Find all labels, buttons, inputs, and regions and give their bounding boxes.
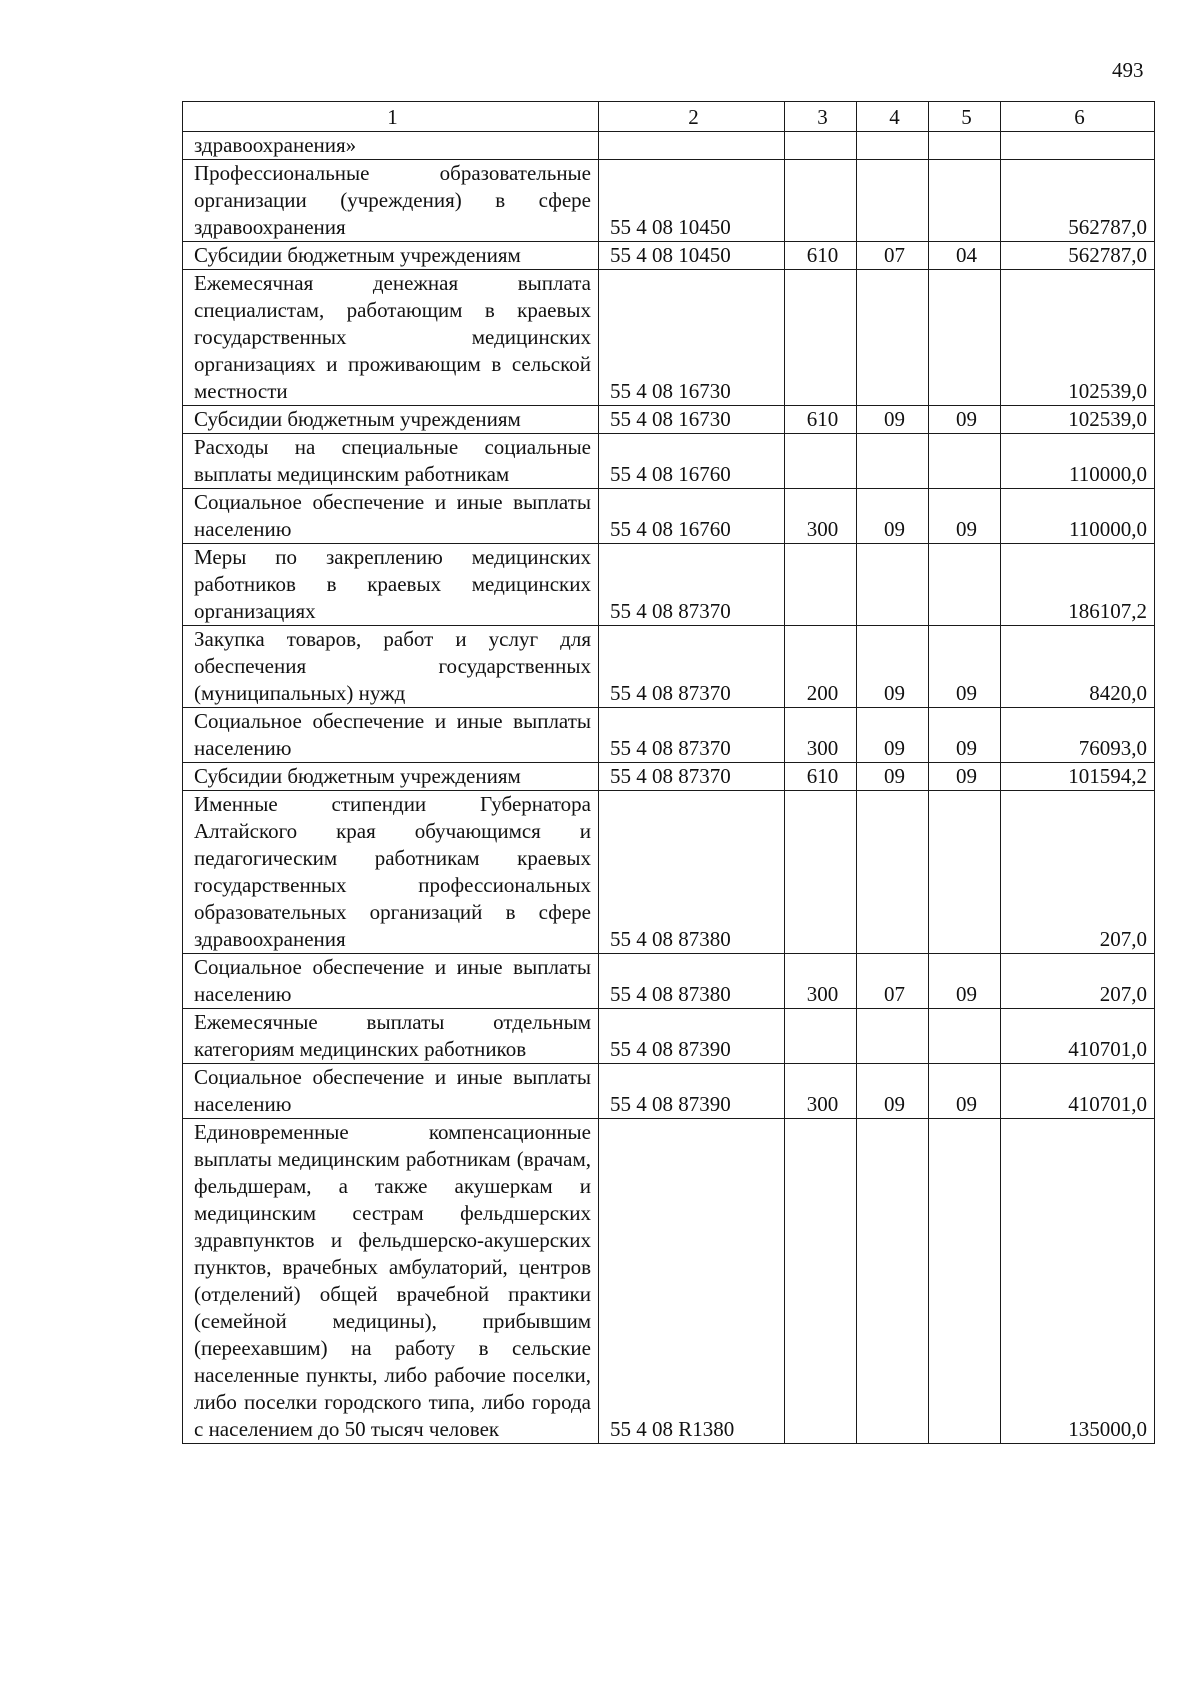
subsection-cell (929, 160, 1001, 242)
subsection-cell: 09 (929, 406, 1001, 434)
table-body (183, 132, 1155, 1444)
row-name-cell: Единовременные компенсационные выплаты медицинским работникам (врачам, фельдшерам, а также акушеркам и медицинским сестрам фельдшерских здравпунктов и фельдшерско-акушерских пунктов, врачебных амбулаторий, центров (отделений) общей врачебной практики (семейной медицины), прибывшим (переехавшим) на работу в сельские населенные пункты, либо рабочие поселки, либо поселки городского типа, либо города с населением до 50 тысяч человек (183, 1119, 599, 1444)
subsection-cell: 09 (929, 1064, 1001, 1119)
target-code-cell: 55 4 08 87370 (599, 626, 785, 708)
subsection-cell (929, 544, 1001, 626)
expense-type-cell (785, 791, 857, 954)
row-name-cell: Ежемесячные выплаты отдельным категориям медицинских работников (183, 1009, 599, 1064)
row-name-cell: Ежемесячная денежная выплата специалистам, работающим в краевых государственных медицинских организациях и проживающим в сельской местности (183, 270, 599, 406)
column-header-1: 1 (183, 102, 599, 132)
amount-cell: 110000,0 (1001, 489, 1155, 544)
section-cell: 07 (857, 242, 929, 270)
target-code-cell: 55 4 08 87380 (599, 791, 785, 954)
subsection-cell (929, 132, 1001, 160)
amount-cell: 102539,0 (1001, 406, 1155, 434)
section-cell: 09 (857, 1064, 929, 1119)
column-header-2: 2 (599, 102, 785, 132)
amount-cell: 135000,0 (1001, 1119, 1155, 1444)
amount-cell: 562787,0 (1001, 242, 1155, 270)
subsection-cell: 09 (929, 763, 1001, 791)
target-code-cell: 55 4 08 R1380 (599, 1119, 785, 1444)
table-row (183, 708, 1155, 763)
section-cell: 09 (857, 763, 929, 791)
section-cell (857, 434, 929, 489)
row-name-cell: Субсидии бюджетным учреждениям (183, 763, 599, 791)
expense-type-cell (785, 132, 857, 160)
expense-type-cell (785, 434, 857, 489)
table-row (183, 132, 1155, 160)
header-row (183, 102, 1155, 132)
section-cell (857, 791, 929, 954)
section-cell: 09 (857, 708, 929, 763)
table-header (183, 102, 1155, 132)
row-name-cell: Субсидии бюджетным учреждениям (183, 242, 599, 270)
target-code-cell: 55 4 08 87380 (599, 954, 785, 1009)
section-cell (857, 270, 929, 406)
amount-cell (1001, 132, 1155, 160)
amount-cell: 76093,0 (1001, 708, 1155, 763)
expense-type-cell: 300 (785, 1064, 857, 1119)
amount-cell: 562787,0 (1001, 160, 1155, 242)
expense-type-cell: 610 (785, 763, 857, 791)
table-row (183, 270, 1155, 406)
table-row (183, 1064, 1155, 1119)
section-cell: 09 (857, 406, 929, 434)
column-header-4: 4 (857, 102, 929, 132)
target-code-cell: 55 4 08 87370 (599, 708, 785, 763)
expense-type-cell: 300 (785, 708, 857, 763)
target-code-cell: 55 4 08 87390 (599, 1009, 785, 1064)
target-code-cell: 55 4 08 16760 (599, 434, 785, 489)
row-name-cell: Социальное обеспечение и иные выплаты населению (183, 708, 599, 763)
target-code-cell: 55 4 08 10450 (599, 242, 785, 270)
amount-cell: 186107,2 (1001, 544, 1155, 626)
table-row (183, 626, 1155, 708)
expense-type-cell (785, 1009, 857, 1064)
section-cell: 09 (857, 626, 929, 708)
amount-cell: 207,0 (1001, 954, 1155, 1009)
amount-cell: 410701,0 (1001, 1064, 1155, 1119)
table-row (183, 791, 1155, 954)
subsection-cell: 09 (929, 626, 1001, 708)
row-name-cell: Субсидии бюджетным учреждениям (183, 406, 599, 434)
target-code-cell: 55 4 08 87370 (599, 544, 785, 626)
expense-type-cell: 300 (785, 489, 857, 544)
section-cell: 09 (857, 489, 929, 544)
row-name-cell: Профессиональные образовательные организации (учреждения) в сфере здравоохранения (183, 160, 599, 242)
target-code-cell: 55 4 08 10450 (599, 160, 785, 242)
target-code-cell: 55 4 08 16730 (599, 406, 785, 434)
column-header-6: 6 (1001, 102, 1155, 132)
amount-cell: 8420,0 (1001, 626, 1155, 708)
subsection-cell: 09 (929, 489, 1001, 544)
table-row (183, 406, 1155, 434)
amount-cell: 110000,0 (1001, 434, 1155, 489)
expense-type-cell: 200 (785, 626, 857, 708)
row-name-cell: Закупка товаров, работ и услуг для обеспечения государственных (муниципальных) нужд (183, 626, 599, 708)
table-row (183, 763, 1155, 791)
row-name-cell: Социальное обеспечение и иные выплаты населению (183, 489, 599, 544)
column-header-5: 5 (929, 102, 1001, 132)
budget-table (182, 101, 1155, 1444)
expense-type-cell: 610 (785, 406, 857, 434)
table-row (183, 544, 1155, 626)
table-row (183, 1119, 1155, 1444)
table-row (183, 1009, 1155, 1064)
expense-type-cell (785, 270, 857, 406)
expense-type-cell (785, 1119, 857, 1444)
row-name-cell: здравоохранения» (183, 132, 599, 160)
row-name-cell: Социальное обеспечение и иные выплаты населению (183, 954, 599, 1009)
section-cell (857, 1009, 929, 1064)
section-cell (857, 1119, 929, 1444)
target-code-cell: 55 4 08 16760 (599, 489, 785, 544)
subsection-cell (929, 791, 1001, 954)
subsection-cell (929, 1009, 1001, 1064)
row-name-cell: Именные стипендии Губернатора Алтайского края обучающимся и педагогическим работникам краевых государственных профессиональных образовательных организаций в сфере здравоохранения (183, 791, 599, 954)
expense-type-cell: 300 (785, 954, 857, 1009)
table-row (183, 954, 1155, 1009)
expense-type-cell (785, 544, 857, 626)
table-row (183, 160, 1155, 242)
target-code-cell: 55 4 08 16730 (599, 270, 785, 406)
amount-cell: 102539,0 (1001, 270, 1155, 406)
subsection-cell: 09 (929, 954, 1001, 1009)
target-code-cell: 55 4 08 87390 (599, 1064, 785, 1119)
table-row (183, 489, 1155, 544)
subsection-cell (929, 434, 1001, 489)
section-cell (857, 132, 929, 160)
page-number: 493 (1112, 58, 1144, 82)
target-code-cell: 55 4 08 87370 (599, 763, 785, 791)
section-cell: 07 (857, 954, 929, 1009)
amount-cell: 101594,2 (1001, 763, 1155, 791)
subsection-cell: 09 (929, 708, 1001, 763)
subsection-cell: 04 (929, 242, 1001, 270)
row-name-cell: Меры по закреплению медицинских работников в краевых медицинских организациях (183, 544, 599, 626)
amount-cell: 410701,0 (1001, 1009, 1155, 1064)
section-cell (857, 160, 929, 242)
column-header-3: 3 (785, 102, 857, 132)
row-name-cell: Расходы на специальные социальные выплаты медицинским работникам (183, 434, 599, 489)
expense-type-cell (785, 160, 857, 242)
row-name-cell: Социальное обеспечение и иные выплаты населению (183, 1064, 599, 1119)
section-cell (857, 544, 929, 626)
subsection-cell (929, 1119, 1001, 1444)
target-code-cell (599, 132, 785, 160)
table-row (183, 242, 1155, 270)
amount-cell: 207,0 (1001, 791, 1155, 954)
table-row (183, 434, 1155, 489)
subsection-cell (929, 270, 1001, 406)
expense-type-cell: 610 (785, 242, 857, 270)
